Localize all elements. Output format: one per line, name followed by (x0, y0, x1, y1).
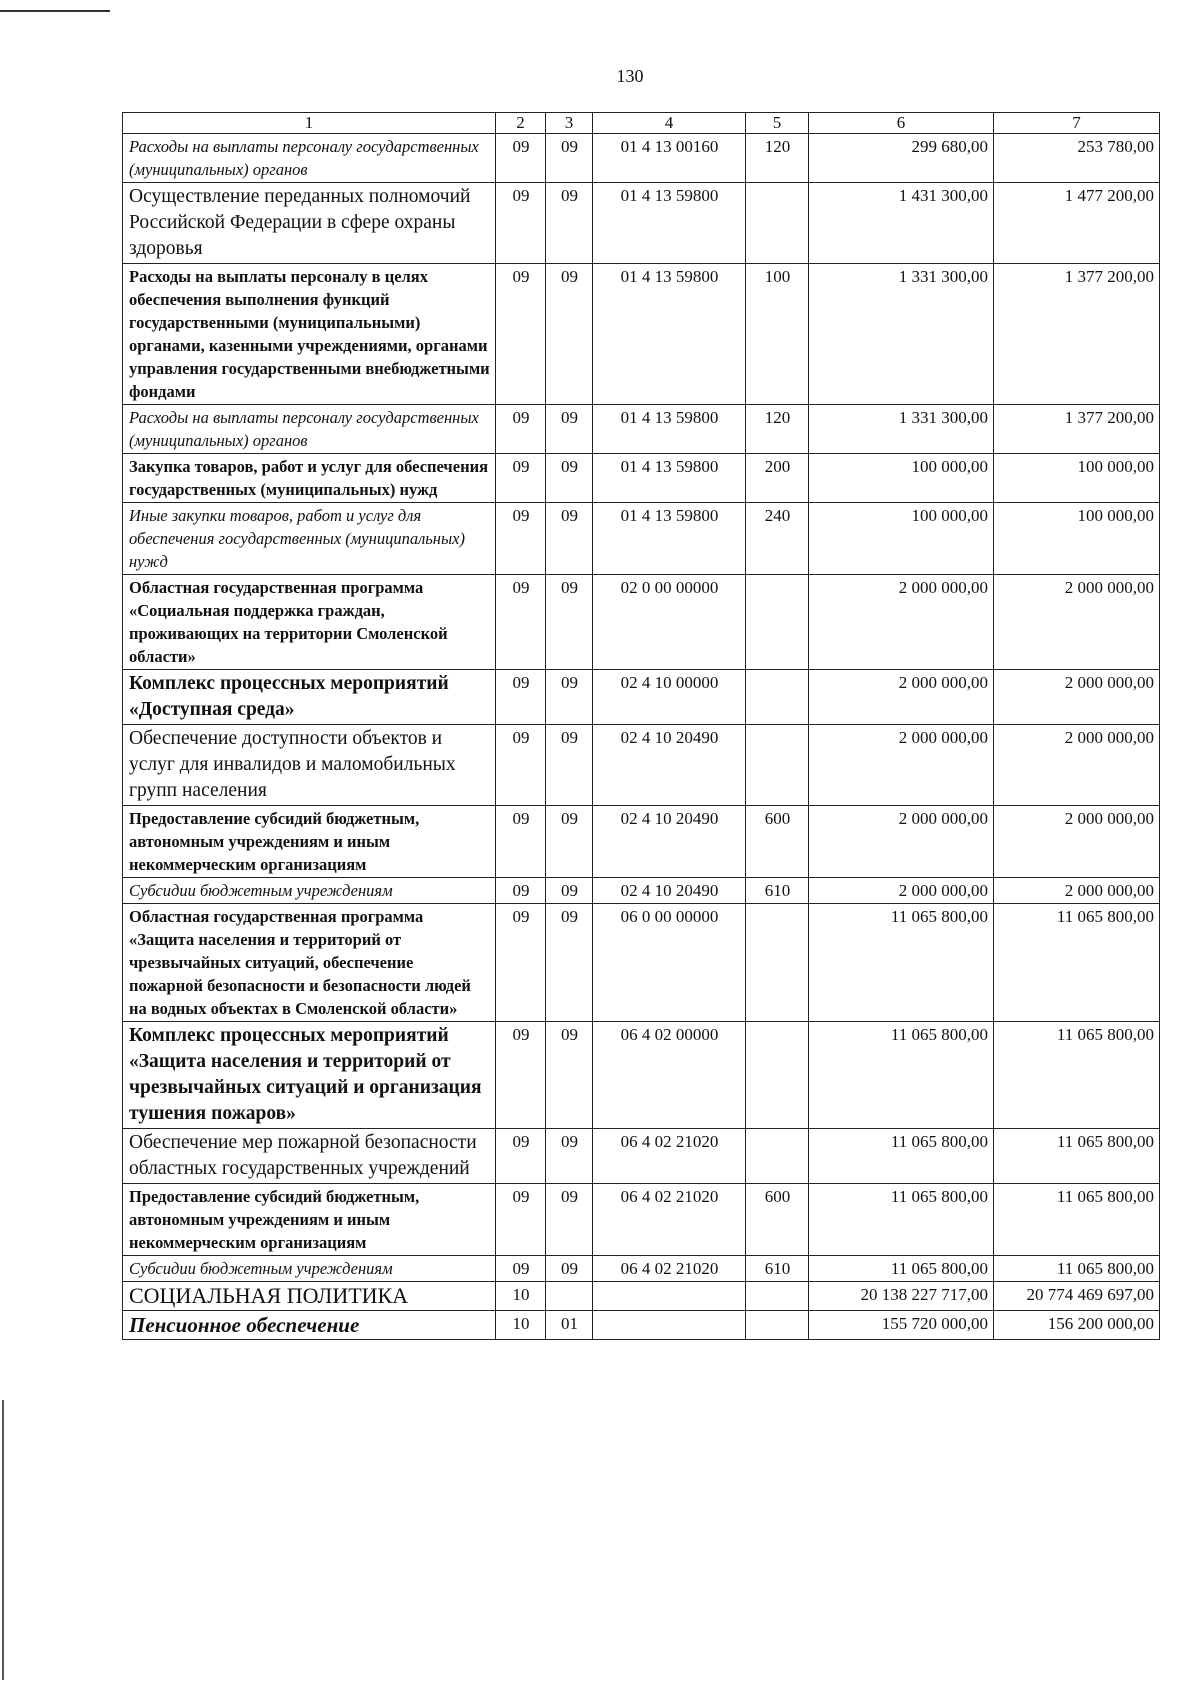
amount-year1-cell: 1 331 300,00 (809, 405, 994, 454)
target-article-cell: 06 0 00 00000 (593, 904, 746, 1022)
target-article-cell: 06 4 02 21020 (593, 1184, 746, 1256)
amount-year2-cell: 1 377 200,00 (994, 405, 1160, 454)
amount-year2-cell: 11 065 800,00 (994, 1022, 1160, 1129)
section-code-cell: 09 (496, 1022, 546, 1129)
table-row (123, 264, 1160, 405)
target-article-cell: 01 4 13 59800 (593, 405, 746, 454)
amount-year1-cell: 2 000 000,00 (809, 670, 994, 725)
subsection-code-cell: 09 (546, 670, 593, 725)
target-article-cell (593, 1311, 746, 1340)
amount-year2-cell: 2 000 000,00 (994, 670, 1160, 725)
section-code-cell: 09 (496, 134, 546, 183)
target-article-cell: 01 4 13 59800 (593, 183, 746, 264)
amount-year2-cell: 156 200 000,00 (994, 1311, 1160, 1340)
table-row (123, 904, 1160, 1022)
amount-year2-cell: 100 000,00 (994, 454, 1160, 503)
target-article-cell (593, 1282, 746, 1311)
section-code-cell: 09 (496, 1184, 546, 1256)
subsection-code-cell: 09 (546, 1129, 593, 1184)
table-row (123, 1022, 1160, 1129)
expense-type-cell (746, 1022, 809, 1129)
table-row (123, 1184, 1160, 1256)
section-code-cell: 09 (496, 405, 546, 454)
section-code-cell: 09 (496, 264, 546, 405)
expense-type-cell: 600 (746, 1184, 809, 1256)
amount-year2-cell: 100 000,00 (994, 503, 1160, 575)
expense-type-cell: 120 (746, 134, 809, 183)
target-article-cell: 01 4 13 59800 (593, 503, 746, 575)
table-row (123, 806, 1160, 878)
row-name-cell: Комплекс процессных мероприятий «Доступная среда» (123, 670, 496, 725)
amount-year1-cell: 11 065 800,00 (809, 1022, 994, 1129)
amount-year2-cell: 11 065 800,00 (994, 904, 1160, 1022)
subsection-code-cell: 09 (546, 904, 593, 1022)
target-article-cell: 02 4 10 20490 (593, 806, 746, 878)
budget-table (122, 112, 1160, 1340)
table-row (123, 725, 1160, 806)
amount-year1-cell: 1 331 300,00 (809, 264, 994, 405)
amount-year2-cell: 2 000 000,00 (994, 725, 1160, 806)
section-code-cell: 09 (496, 183, 546, 264)
expense-type-cell (746, 904, 809, 1022)
scan-mark-top (0, 10, 110, 12)
amount-year2-cell: 253 780,00 (994, 134, 1160, 183)
target-article-cell: 02 0 00 00000 (593, 575, 746, 670)
header-cell: 2 (496, 113, 546, 134)
amount-year2-cell: 2 000 000,00 (994, 575, 1160, 670)
section-code-cell: 09 (496, 1129, 546, 1184)
expense-type-cell (746, 575, 809, 670)
expense-type-cell: 100 (746, 264, 809, 405)
row-name-cell: Предоставление субсидий бюджетным, автономным учреждениям и иным некоммерческим организациям (123, 806, 496, 878)
expense-type-cell (746, 670, 809, 725)
subsection-code-cell: 09 (546, 264, 593, 405)
amount-year1-cell: 11 065 800,00 (809, 1184, 994, 1256)
subsection-code-cell: 01 (546, 1311, 593, 1340)
section-code-cell: 10 (496, 1311, 546, 1340)
amount-year2-cell: 1 477 200,00 (994, 183, 1160, 264)
section-code-cell: 10 (496, 1282, 546, 1311)
row-name-cell: Расходы на выплаты персоналу в целях обеспечения выполнения функций государственными (муниципальными) органами, казенными учреждениями, органами управления государственными внебюджетными фондами (123, 264, 496, 405)
amount-year1-cell: 299 680,00 (809, 134, 994, 183)
table-row (123, 878, 1160, 904)
table-row (123, 405, 1160, 454)
section-code-cell: 09 (496, 878, 546, 904)
row-name-cell: Иные закупки товаров, работ и услуг для обеспечения государственных (муниципальных) нужд (123, 503, 496, 575)
scan-mark-left (2, 1400, 4, 1680)
section-code-cell: 09 (496, 904, 546, 1022)
row-name-cell: Комплекс процессных мероприятий «Защита населения и территорий от чрезвычайных ситуаций и организация тушения пожаров» (123, 1022, 496, 1129)
subsection-code-cell: 09 (546, 725, 593, 806)
subsection-code-cell: 09 (546, 1022, 593, 1129)
section-code-cell: 09 (496, 670, 546, 725)
subsection-code-cell (546, 1282, 593, 1311)
table-row (123, 454, 1160, 503)
row-name-cell: Областная государственная программа «Защита населения и территорий от чрезвычайных ситуаций, обеспечение пожарной безопасности и безопасности людей на водных объектах в Смоленской области» (123, 904, 496, 1022)
header-cell: 1 (123, 113, 496, 134)
section-code-cell: 09 (496, 806, 546, 878)
header-cell: 6 (809, 113, 994, 134)
table-row (123, 575, 1160, 670)
row-name-cell: Областная государственная программа «Социальная поддержка граждан, проживающих на территории Смоленской области» (123, 575, 496, 670)
amount-year1-cell: 2 000 000,00 (809, 725, 994, 806)
amount-year1-cell: 1 431 300,00 (809, 183, 994, 264)
amount-year1-cell: 2 000 000,00 (809, 878, 994, 904)
target-article-cell: 02 4 10 00000 (593, 670, 746, 725)
subsection-code-cell: 09 (546, 878, 593, 904)
subsection-code-cell: 09 (546, 454, 593, 503)
header-cell: 4 (593, 113, 746, 134)
section-code-cell: 09 (496, 454, 546, 503)
subsection-code-cell: 09 (546, 405, 593, 454)
row-name-cell: Пенсионное обеспечение (123, 1311, 496, 1340)
amount-year2-cell: 20 774 469 697,00 (994, 1282, 1160, 1311)
amount-year1-cell: 11 065 800,00 (809, 1129, 994, 1184)
amount-year1-cell: 11 065 800,00 (809, 1256, 994, 1282)
header-cell: 5 (746, 113, 809, 134)
subsection-code-cell: 09 (546, 575, 593, 670)
amount-year1-cell: 100 000,00 (809, 503, 994, 575)
target-article-cell: 06 4 02 21020 (593, 1129, 746, 1184)
expense-type-cell (746, 183, 809, 264)
expense-type-cell: 600 (746, 806, 809, 878)
expense-type-cell: 120 (746, 405, 809, 454)
expense-type-cell (746, 1282, 809, 1311)
section-code-cell: 09 (496, 1256, 546, 1282)
row-name-cell: Закупка товаров, работ и услуг для обеспечения государственных (муниципальных) нужд (123, 454, 496, 503)
table-row (123, 183, 1160, 264)
amount-year1-cell: 2 000 000,00 (809, 575, 994, 670)
subsection-code-cell: 09 (546, 134, 593, 183)
row-name-cell: Расходы на выплаты персоналу государственных (муниципальных) органов (123, 134, 496, 183)
amount-year1-cell: 2 000 000,00 (809, 806, 994, 878)
table-row (123, 1282, 1160, 1311)
row-name-cell: Обеспечение мер пожарной безопасности областных государственных учреждений (123, 1129, 496, 1184)
table-header-row (123, 113, 1160, 134)
expense-type-cell (746, 1311, 809, 1340)
table-row (123, 1256, 1160, 1282)
amount-year1-cell: 100 000,00 (809, 454, 994, 503)
amount-year1-cell: 20 138 227 717,00 (809, 1282, 994, 1311)
table-row (123, 1129, 1160, 1184)
amount-year2-cell: 11 065 800,00 (994, 1129, 1160, 1184)
subsection-code-cell: 09 (546, 503, 593, 575)
target-article-cell: 01 4 13 59800 (593, 454, 746, 503)
subsection-code-cell: 09 (546, 1256, 593, 1282)
amount-year1-cell: 155 720 000,00 (809, 1311, 994, 1340)
expense-type-cell: 610 (746, 878, 809, 904)
amount-year2-cell: 11 065 800,00 (994, 1184, 1160, 1256)
subsection-code-cell: 09 (546, 1184, 593, 1256)
section-code-cell: 09 (496, 725, 546, 806)
expense-type-cell: 240 (746, 503, 809, 575)
table-row (123, 503, 1160, 575)
amount-year2-cell: 2 000 000,00 (994, 806, 1160, 878)
expense-type-cell: 200 (746, 454, 809, 503)
amount-year1-cell: 11 065 800,00 (809, 904, 994, 1022)
target-article-cell: 02 4 10 20490 (593, 725, 746, 806)
section-code-cell: 09 (496, 503, 546, 575)
amount-year2-cell: 2 000 000,00 (994, 878, 1160, 904)
header-cell: 7 (994, 113, 1160, 134)
expense-type-cell (746, 1129, 809, 1184)
table-row (123, 1311, 1160, 1340)
target-article-cell: 06 4 02 21020 (593, 1256, 746, 1282)
table-row (123, 670, 1160, 725)
row-name-cell: Осуществление переданных полномочий Российской Федерации в сфере охраны здоровья (123, 183, 496, 264)
row-name-cell: Обеспечение доступности объектов и услуг для инвалидов и маломобильных групп населения (123, 725, 496, 806)
row-name-cell: Расходы на выплаты персоналу государственных (муниципальных) органов (123, 405, 496, 454)
subsection-code-cell: 09 (546, 806, 593, 878)
target-article-cell: 01 4 13 00160 (593, 134, 746, 183)
header-cell: 3 (546, 113, 593, 134)
section-code-cell: 09 (496, 575, 546, 670)
row-name-cell: Субсидии бюджетным учреждениям (123, 878, 496, 904)
expense-type-cell (746, 725, 809, 806)
row-name-cell: Предоставление субсидий бюджетным, автономным учреждениям и иным некоммерческим организациям (123, 1184, 496, 1256)
amount-year2-cell: 1 377 200,00 (994, 264, 1160, 405)
row-name-cell: Субсидии бюджетным учреждениям (123, 1256, 496, 1282)
target-article-cell: 01 4 13 59800 (593, 264, 746, 405)
row-name-cell: СОЦИАЛЬНАЯ ПОЛИТИКА (123, 1282, 496, 1311)
amount-year2-cell: 11 065 800,00 (994, 1256, 1160, 1282)
page-number: 130 (616, 66, 644, 86)
expense-type-cell: 610 (746, 1256, 809, 1282)
target-article-cell: 02 4 10 20490 (593, 878, 746, 904)
subsection-code-cell: 09 (546, 183, 593, 264)
table-row (123, 134, 1160, 183)
target-article-cell: 06 4 02 00000 (593, 1022, 746, 1129)
